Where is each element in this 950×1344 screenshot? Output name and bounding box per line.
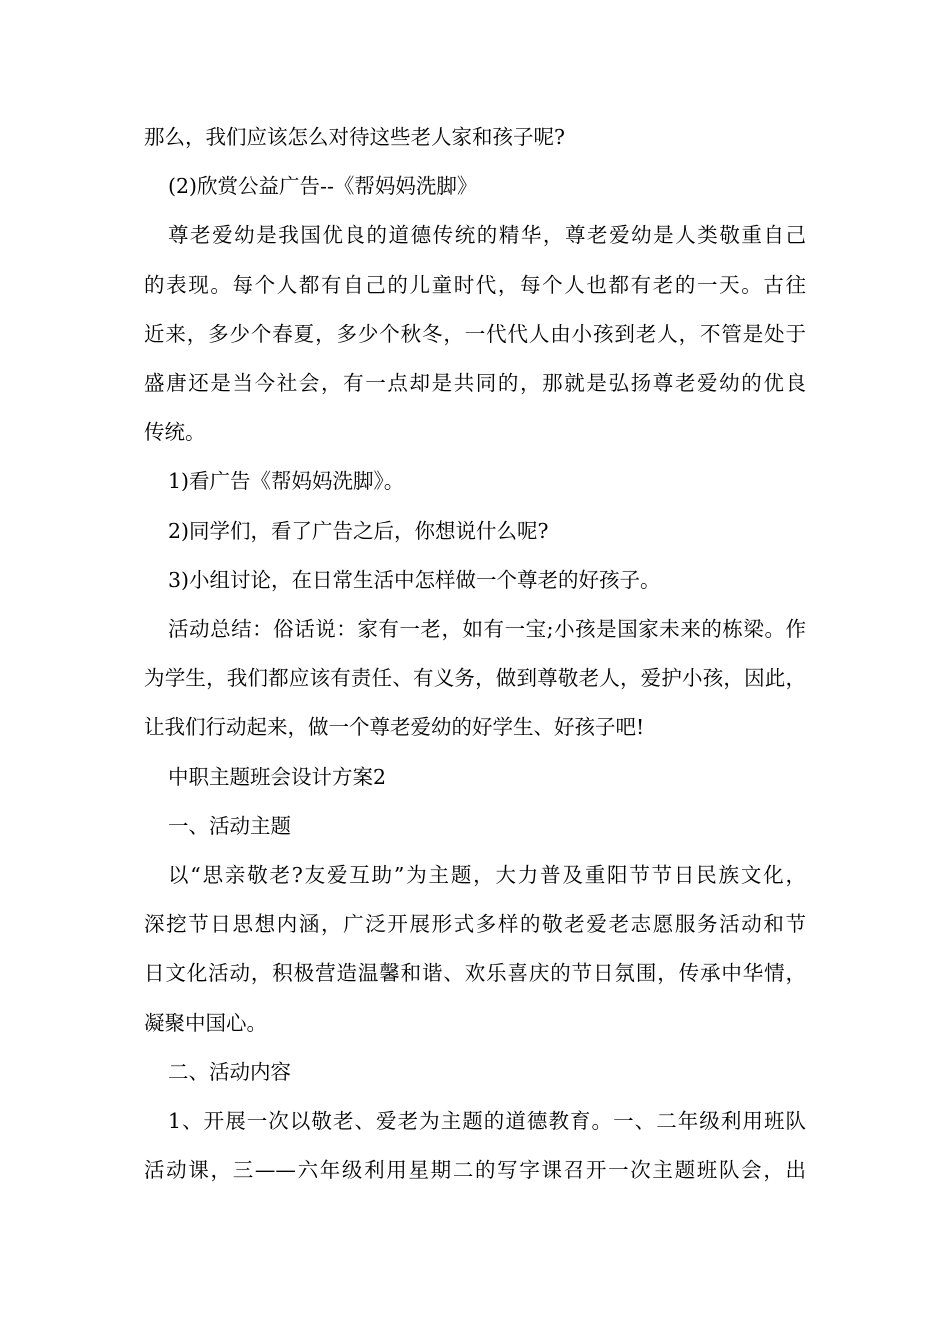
text-line: 活动总结：俗话说：家有一老，如有一宝;小孩是国家未来的栋梁。作 — [168, 617, 806, 642]
text-line: 深挖节日思想内涵，广泛开展形式多样的敬老爱老志愿服务活动和节 — [144, 912, 806, 937]
text-line: 为学生，我们都应该有责任、有义务，做到尊敬老人，爱护小孩，因此， — [144, 666, 806, 691]
text-line: 3)小组讨论，在日常生活中怎样做一个尊老的好孩子。 — [168, 567, 661, 592]
section-heading — [144, 802, 806, 851]
text-line: 以“思亲敬老?友爱互助”为主题，大力普及重阳节节日民族文化， — [168, 863, 806, 888]
text-line: 二、活动内容 — [168, 1059, 291, 1084]
section-heading — [144, 753, 806, 802]
text-line: (2)欣赏公益广告--《帮妈妈洗脚》 — [168, 174, 478, 199]
paragraph — [144, 113, 806, 162]
text-line: 近来，多少个春夏，多少个秋冬，一代代人由小孩到老人，不管是处于 — [144, 321, 806, 346]
document-body — [144, 113, 806, 1195]
text-line: 让我们行动起来，做一个尊老爱幼的好学生、好孩子吧! — [144, 715, 645, 740]
text-line: 活动课，三——六年级利用星期二的写字课召开一次主题班队会，出 — [144, 1158, 806, 1183]
text-line: 传统。 — [144, 420, 206, 445]
text-line: 日文化活动，积极营造温馨和谐、欢乐喜庆的节日氛围，传承中华情， — [144, 961, 806, 986]
paragraph — [144, 507, 806, 556]
text-line: 1)看广告《帮妈妈洗脚》。 — [168, 469, 405, 494]
text-line: 那么，我们应该怎么对待这些老人家和孩子呢? — [144, 125, 565, 149]
text-line: 凝聚中国心。 — [144, 1010, 267, 1035]
paragraph — [144, 605, 806, 753]
text-line: 盛唐还是当今社会，有一点却是共同的，那就是弘扬尊老爱幼的优良 — [144, 371, 806, 396]
section-heading — [144, 1048, 806, 1097]
text-line: 中职主题班会设计方案2 — [168, 764, 387, 789]
paragraph — [144, 851, 806, 1048]
text-line: 1、开展一次以敬老、爱老为主题的道德教育。一、二年级利用班队 — [168, 1109, 806, 1134]
paragraph — [144, 1097, 806, 1195]
paragraph — [144, 162, 806, 211]
paragraph — [144, 457, 806, 506]
paragraph — [144, 211, 806, 457]
text-line: 尊老爱幼是我国优良的道德传统的精华，尊老爱幼是人类敬重自己 — [168, 223, 806, 248]
text-line: 2)同学们，看了广告之后，你想说什么呢? — [168, 518, 549, 543]
paragraph — [144, 556, 806, 605]
text-line: 的表现。每个人都有自己的儿童时代，每个人也都有老的一天。古往 — [144, 272, 806, 297]
text-line: 一、活动主题 — [168, 813, 291, 838]
